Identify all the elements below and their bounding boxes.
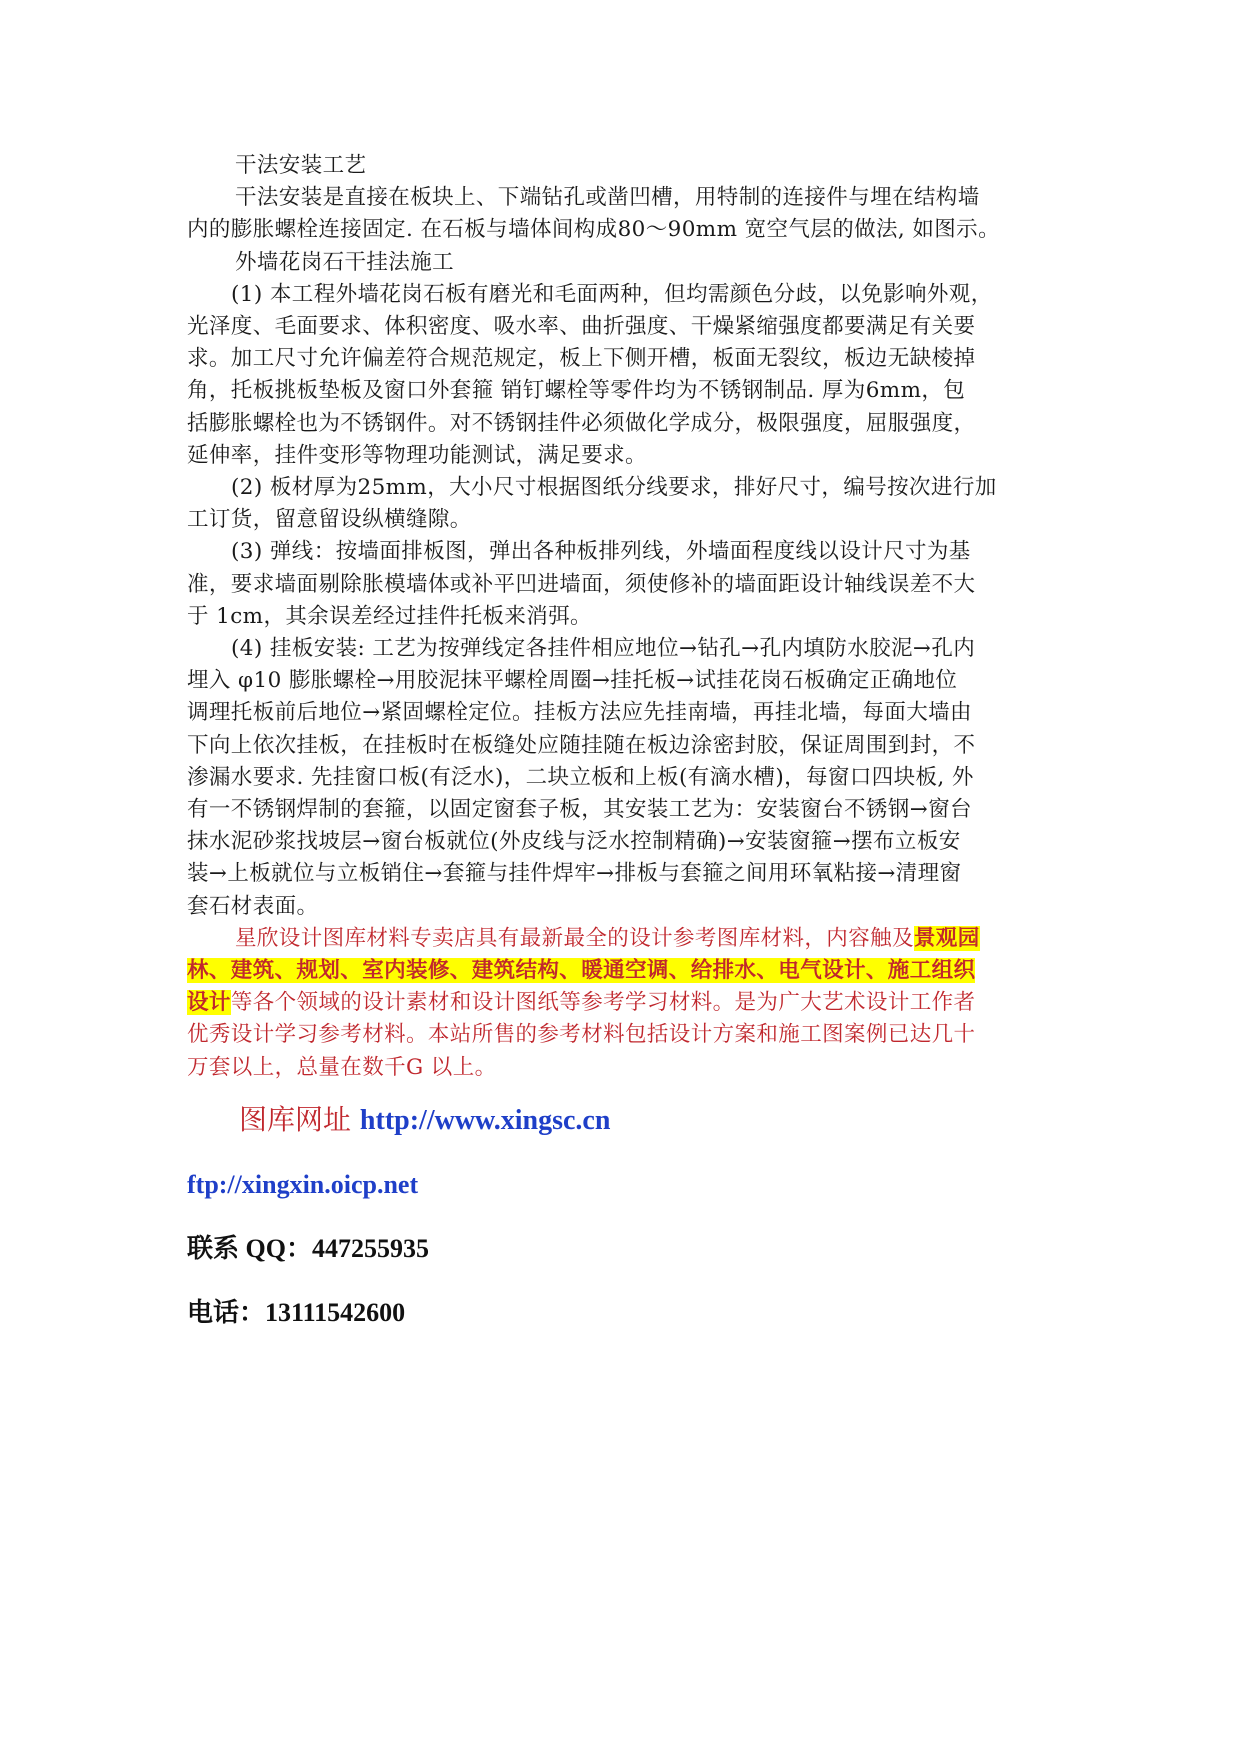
paragraph-line: (4) 挂板安装: 工艺为按弹线定各挂件相应地位→钻孔→孔内填防水胶泥→孔内 — [231, 636, 976, 662]
paragraph-line: 求。加工尺寸允许偏差符合规范规定，板上下侧开槽，板面无裂纹，板边无缺棱掉 — [187, 346, 976, 372]
paragraph-line: 装→上板就位与立板销住→套箍与挂件焊牢→排板与套箍之间用环氧粘接→清理窗 — [187, 861, 962, 887]
paragraph-line: 准，要求墙面剔除胀模墙体或补平凹进墙面，须使修补的墙面距设计轴线误差不大 — [187, 571, 976, 597]
qq-contact: 联系 QQ：447255935 — [187, 1234, 429, 1263]
ad-text: 等各个领域的设计素材和设计图纸等参考学习材料。是为广大艺术设计工作者 — [230, 990, 976, 1016]
ad-paragraph-line — [187, 955, 1087, 987]
ftp-link[interactable]: ftp://xingxin.oicp.net — [187, 1170, 419, 1199]
paragraph-line: 调理托板前后地位→紧固螺栓定位。挂板方法应先挂南墙，再挂北墙，每面大墙由 — [187, 700, 972, 726]
paragraph-line: (1) 本工程外墙花岗石板有磨光和毛面两种，但均需颜色分歧，以免影响外观， — [231, 281, 993, 307]
gallery-url-link[interactable]: http://www.xingsc.cn — [359, 1105, 611, 1136]
paragraph-line: 工订货，留意留设纵横缝隙。 — [187, 507, 472, 533]
phone-contact: 电话：13111542600 — [187, 1298, 406, 1327]
paragraph-line: 套石材表面。 — [187, 893, 319, 919]
paragraph-line: 渗漏水要求. 先挂窗口板(有泛水)，二块立板和上板(有滴水槽)，每窗口四块板, 外 — [187, 764, 974, 790]
ad-highlight: 林、建筑、规划、室内装修、建筑结构、暖通空调、给排水、电气设计、施工组织 — [187, 958, 976, 984]
paragraph-line: 下向上依次挂板，在挂板时在板缝处应随挂随在板边涂密封胶，保证周围到封，不 — [187, 732, 976, 758]
ad-text: 星欣设计图库材料专卖店具有最新最全的设计参考图库材料，内容触及 — [235, 925, 914, 951]
ad-paragraph-line: 优秀设计学习参考材料。本站所售的参考材料包括设计方案和施工图案例已达几十 — [187, 1022, 976, 1048]
paragraph-line: 括膨胀螺栓也为不锈钢件。对不锈钢挂件必须做化学成分，极限强度，屈服强度， — [187, 410, 976, 436]
paragraph-line: 角，托板挑板垫板及窗口外套箍 销钉螺栓等零件均为不锈钢制品. 厚为6mm，包 — [187, 378, 966, 404]
paragraph-line: 抹水泥砂浆找坡层→窗台板就位(外皮线与泛水控制精确)→安装窗箍→摆布立板安 — [187, 829, 961, 855]
ad-highlight: 设计 — [187, 990, 231, 1016]
gallery-url-label: 图库网址 — [239, 1103, 352, 1136]
paragraph-line: 于 1cm，其余误差经过挂件托板来消弭。 — [187, 603, 592, 629]
ad-paragraph-line: 万套以上，总量在数千G 以上。 — [187, 1054, 497, 1080]
section-heading-dry-install: 干法安装工艺 — [235, 153, 367, 178]
paragraph-line: 内的膨胀螺栓连接固定. 在石板与墙体间构成80～90mm 宽空气层的做法, 如图示。 — [187, 217, 1000, 243]
paragraph-line: 延伸率，挂件变形等物理功能测试，满足要求。 — [187, 442, 647, 468]
ad-paragraph-line — [187, 987, 1087, 1019]
ad-paragraph-line — [187, 923, 1087, 955]
section-heading-granite: 外墙花岗石干挂法施工 — [235, 249, 455, 275]
gallery-url-line — [239, 1102, 610, 1139]
paragraph-line: (2) 板材厚为25mm，大小尺寸根据图纸分线要求，排好尺寸，编号按次进行加 — [231, 475, 997, 501]
ad-highlight: 景观园 — [913, 925, 980, 951]
paragraph-line: 埋入 φ10 膨胀螺栓→用胶泥抹平螺栓周圈→挂托板→试挂花岗石板确定正确地位 — [187, 668, 958, 694]
paragraph-line: 光泽度、毛面要求、体积密度、吸水率、曲折强度、干燥紧缩强度都要满足有关要 — [187, 314, 976, 340]
paragraph-line: 干法安装是直接在板块上、下端钻孔或凿凹槽，用特制的连接件与埋在结构墙 — [235, 185, 980, 211]
paragraph-line: (3) 弹线：按墙面排板图，弹出各种板排列线，外墙面程度线以设计尺寸为基 — [231, 539, 971, 565]
document-body — [187, 150, 1087, 1084]
paragraph-line: 有一不锈钢焊制的套箍，以固定窗套子板，其安装工艺为：安装窗台不锈钢→窗台 — [187, 797, 972, 823]
